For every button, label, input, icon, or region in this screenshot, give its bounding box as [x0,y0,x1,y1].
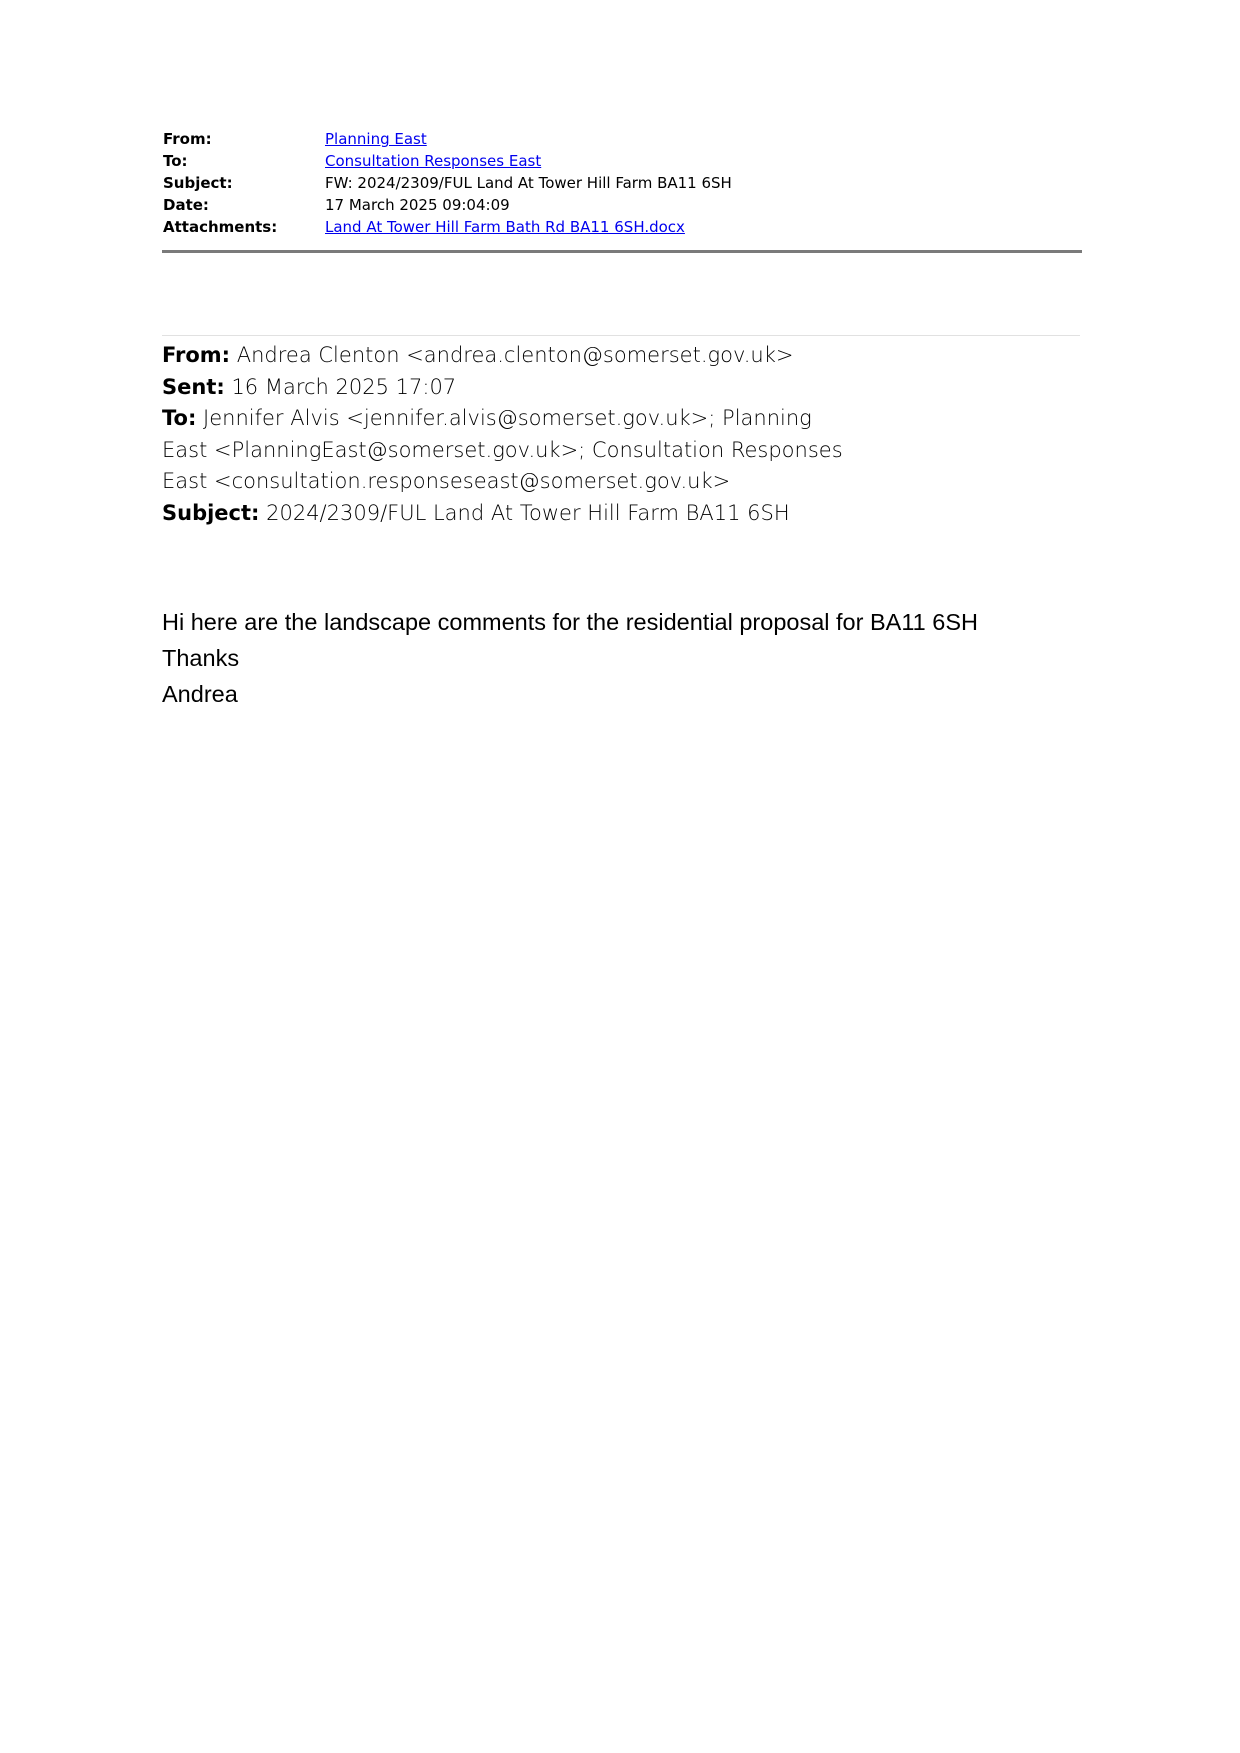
forwarded-divider [162,335,1080,336]
forwarded-sent-label: Sent: [162,374,225,399]
forwarded-from-label: From: [162,343,231,367]
attachment-link[interactable]: Land At Tower Hill Farm Bath Rd BA11 6SH.docx [325,218,685,236]
forwarded-message-header [162,340,852,529]
header-row-to [163,150,732,172]
header-row-from [163,128,732,150]
header-row-date [163,194,732,216]
forwarded-to-value: Jennifer Alvis <jennifer.alvis@somerset.gov.uk>; Planning East <PlanningEast@somerset.gov.uk>; Consultation Responses East <consultation.responseseast@somerset.gov.uk> [162,406,843,493]
header-from-link[interactable]: Planning East [325,130,427,148]
message-line-3: Andrea [162,681,238,707]
header-to-link[interactable]: Consultation Responses East [325,152,542,170]
forwarded-subject-label: Subject: [162,500,260,525]
message-line-1: Hi here are the landscape comments for the residential proposal for BA11 6SH [162,609,978,635]
header-subject-value: FW: 2024/2309/FUL Land At Tower Hill Farm BA11 6SH [325,174,732,192]
header-row-subject [163,172,732,194]
forwarded-subject-line [162,498,852,530]
forwarded-from-line [162,340,852,372]
header-to-label: To: [163,152,188,170]
forwarded-sent-line [162,372,852,404]
header-date-value: 17 March 2025 09:04:09 [325,196,510,214]
email-header-table [163,128,732,238]
header-date-label: Date: [163,196,209,214]
header-attachments-label: Attachments: [163,218,278,236]
forwarded-to-line [162,403,852,498]
forwarded-subject-value: 2024/2309/FUL Land At Tower Hill Farm BA11 6SH [259,500,790,525]
header-divider [162,250,1082,253]
header-from-label: From: [163,130,212,148]
forwarded-to-label: To: [162,406,197,430]
header-subject-label: Subject: [163,174,233,192]
header-row-attachments [163,216,732,238]
message-line-2: Thanks [162,645,240,671]
forwarded-sent-value: 16 March 2025 17:07 [224,374,457,399]
forwarded-from-value: Andrea Clenton <andrea.clenton@somerset.gov.uk> [230,343,794,367]
message-body [162,604,978,712]
